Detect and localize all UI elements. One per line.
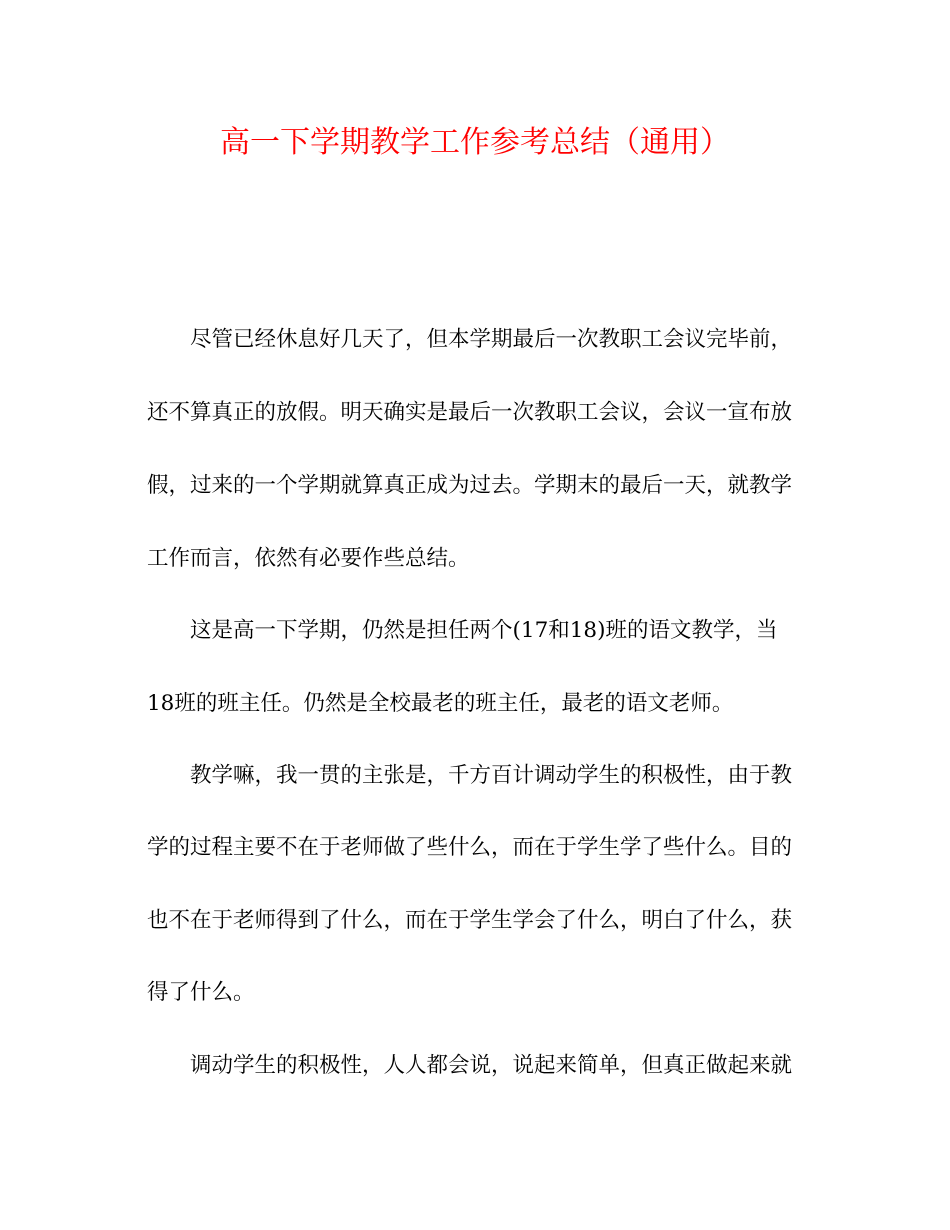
paragraph-3-line-3: 也不在于老师得到了什么，而在于学生学会了什么，明白了什么，获 (147, 908, 793, 933)
paragraph-1-line-4: 工作而言，依然有必要作些总结。 (147, 546, 470, 571)
document-title: 高一下学期教学工作参考总结（通用） (220, 125, 730, 160)
paragraph-3-line-2: 学的过程主要不在于老师做了些什么，而在于学生学了些什么。目的 (147, 835, 793, 860)
paragraph-2-line-2: 18班的班主任。仍然是全校最老的班主任，最老的语文老师。 (147, 691, 734, 716)
paragraph-3-line-4: 得了什么。 (147, 980, 255, 1005)
paragraph-2-line-1: 这是高一下学期，仍然是担任两个(17和18)班的语文教学，当 (190, 618, 778, 643)
paragraph-1-line-3: 假，过来的一个学期就算真正成为过去。学期末的最后一天，就教学 (147, 473, 793, 498)
paragraph-1-line-2: 还不算真正的放假。明天确实是最后一次教职工会议，会议一宣布放 (147, 400, 793, 425)
paragraph-3-line-1: 教学嘛，我一贯的主张是，千方百计调动学生的积极性，由于教 (190, 763, 793, 788)
paragraph-1-line-1: 尽管已经休息好几天了，但本学期最后一次教职工会议完毕前， (190, 327, 793, 352)
paragraph-4-line-1: 调动学生的积极性，人人都会说，说起来简单，但真正做起来就 (190, 1053, 793, 1078)
